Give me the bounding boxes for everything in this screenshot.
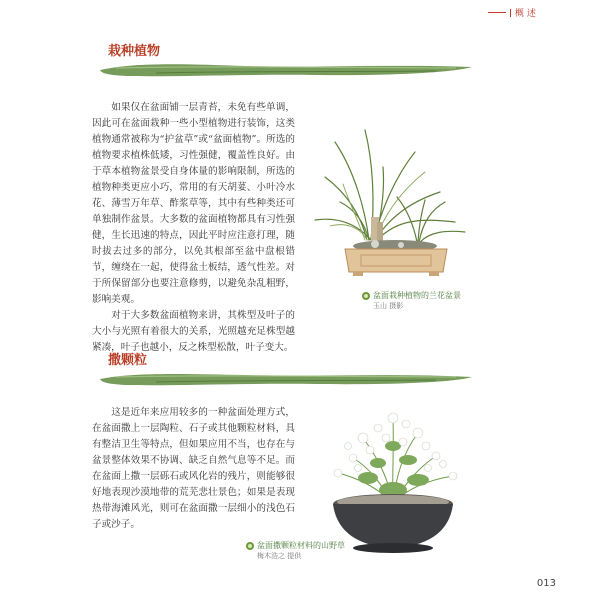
section-title-planting: 栽种植物 — [108, 44, 161, 59]
header-divider — [510, 9, 511, 17]
section1-body — [92, 100, 295, 356]
running-header — [488, 6, 536, 19]
orchid-bonsai-image — [305, 122, 475, 282]
section2-body — [92, 405, 295, 533]
brush-stroke-1 — [96, 58, 476, 82]
brush-stroke-2 — [96, 367, 476, 391]
section-title-granules: 撒颗粒 — [108, 353, 148, 368]
wildflower-bonsai-image — [308, 398, 478, 560]
header-label: 概 述 — [515, 9, 536, 19]
caption-wildflower-text: 盆面撒颗粒材料的山野草 — [257, 541, 345, 550]
caption-bullet-icon — [362, 292, 370, 300]
section2-paragraph-1: 这是近年来应用较多的一种盆面处理方式，在盆面撒上一层陶粒、石子或其他颗粒材料，具有整洁卫生等特点，但如果应用不当，也存在与盆景整体效果不协调、缺乏自然气息等不足。而在盆面上撒一层砾石或风化岩的残片，则能够很好地表现沙漠地带的荒芜悲壮景色；如果是表现热带海滩风光，则可在盆面撒一层细小的浅色石子或沙子。 — [92, 407, 295, 530]
header-rule — [488, 12, 506, 13]
page-number: 013 — [536, 578, 556, 589]
section1-paragraph-1: 如果仅在盆面铺一层青苔，未免有些单调，因此可在盆面栽种一些小型植物进行装饰，这类植物通常被称为“护盆草”或“盆面植物”。所选的植物要求植株低矮，习性强健，覆盖性良好。由于草本植物盆景受自身体量的影响限制，所选的植物种类更应小巧，常用的有天胡荽、小叶冷水花、薄雪万年草、酢浆草等，其中有些种类还可单独制作盆景。大多数的盆面植物都具有习性强健，生长迅速的特点，因此平时应注意打理，随时拔去过多的部分，以免其根部至盆中盘根错节，缠绕在一起，使得盆土板结，透气性差。对于所保留部分也要注意修剪，以避免杂乱粗野，影响美观。 — [92, 102, 295, 305]
caption-wildflower-credit: 梅木浩之 提供 — [257, 552, 302, 560]
section1-paragraph-2: 对于大多数盆面植物来讲，其株型及叶子的大小与光照有着很大的关系，光照越充足株型越紧凑，叶子也越小，反之株型松散，叶子变大。 — [92, 310, 295, 353]
caption-orchid-text: 盆面栽种植物的兰花盆景 — [373, 291, 461, 300]
caption-bullet-icon — [246, 542, 254, 550]
caption-orchid — [362, 290, 461, 312]
caption-orchid-credit: 玉山 摄影 — [373, 302, 404, 310]
caption-wildflower — [246, 540, 345, 562]
